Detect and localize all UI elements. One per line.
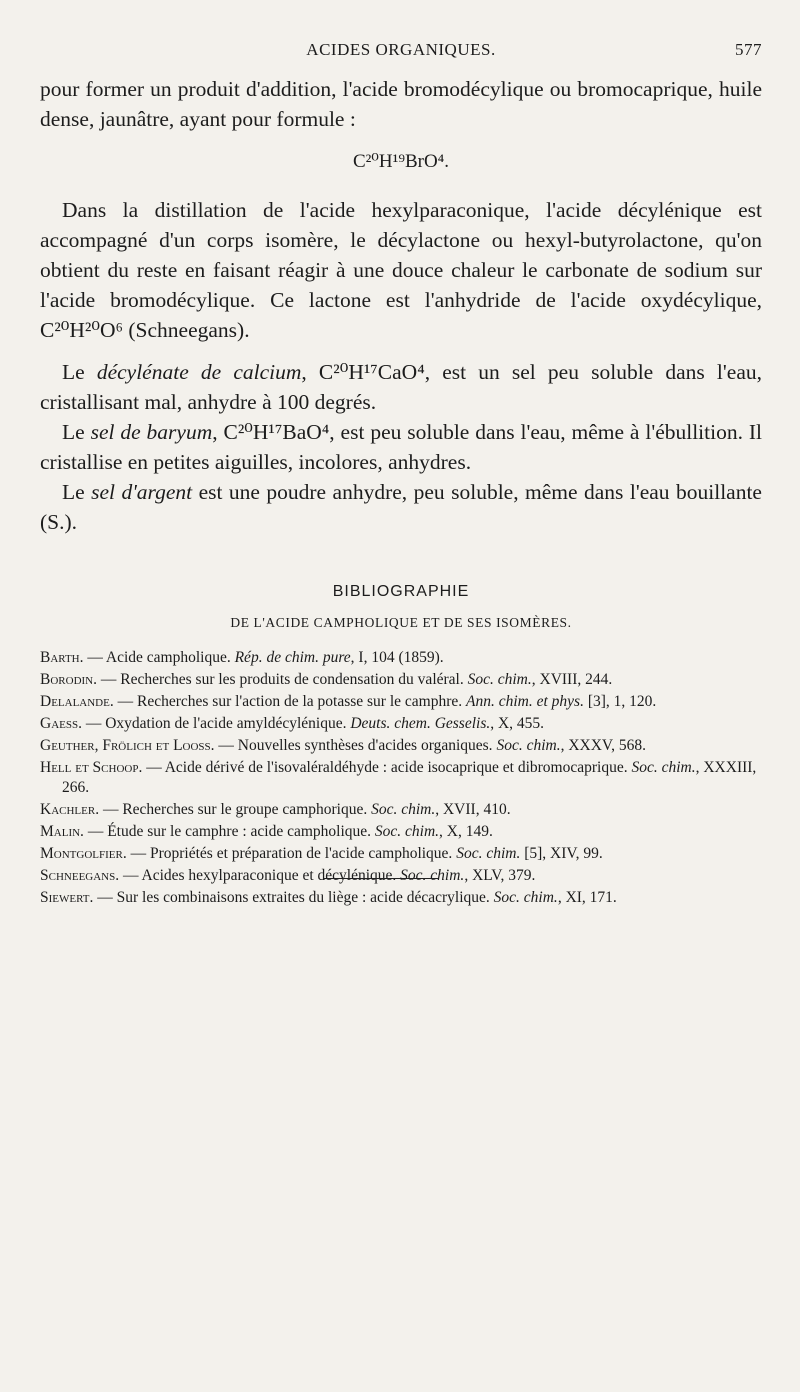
reference-tail: , XXXIII, 266.: [62, 759, 757, 796]
reference-author: Malin.: [40, 823, 84, 840]
paragraph-calcium: [40, 357, 762, 417]
reference-tail: , XXXV, 568.: [560, 737, 646, 754]
reference-tail: , XLV, 379.: [464, 867, 536, 884]
reference-author: Geuther, Frölich et Looss.: [40, 737, 215, 754]
reference-text: — Recherches sur l'action de la potasse sur le camphre.: [113, 693, 467, 710]
bibliography-subtitle: DE L'ACIDE CAMPHOLIQUE ET DE SES ISOMÈRES.: [230, 615, 572, 630]
formula-bromodecylic: C²⁰H¹⁹BrO⁴.: [352, 151, 450, 172]
reference-author: Gaess.: [40, 715, 82, 732]
reference-journal: Soc. chim.: [496, 737, 561, 754]
reference-tail: , X, 149.: [439, 823, 493, 840]
reference-journal: Deuts. chem. Gesselis.: [350, 715, 491, 732]
reference-author: Schneegans.: [40, 867, 120, 884]
reference-text: — Acide dérivé de l'isovaléraldéhyde : acide isocaprique et dibromocaprique.: [142, 759, 632, 776]
reference-text: — Propriétés et préparation de l'acide campholique.: [126, 845, 457, 862]
reference-tail: , XVII, 410.: [435, 801, 511, 818]
reference-journal: Soc. chim.: [631, 759, 696, 776]
lead-text: Le: [62, 360, 97, 384]
reference-text: — Recherches sur le groupe camphorique.: [99, 801, 372, 818]
paragraph-argent: [40, 477, 762, 537]
reference-item: [40, 736, 762, 756]
reference-item: [40, 800, 762, 820]
reference-item: [40, 866, 762, 886]
reference-item: [40, 758, 762, 798]
reference-text: — Nouvelles synthèses d'acides organiques.: [214, 737, 497, 754]
emphasis-text: décylénate de calcium: [96, 360, 302, 384]
reference-author: Borodin.: [40, 671, 97, 688]
page-number: 577: [735, 40, 762, 59]
reference-author: Montgolfier.: [40, 845, 127, 862]
reference-journal: Soc. chim.: [371, 801, 436, 818]
reference-author: Kachler.: [40, 801, 100, 818]
rest-text: , C²⁰H¹⁷BaO⁴, est peu soluble dans l'eau, même à l'ébullition. Il cristallise en petites aiguilles, incolores, anhydres.: [40, 420, 762, 474]
reference-journal: Soc. chim.: [456, 845, 521, 862]
reference-item: [40, 822, 762, 842]
reference-item: [40, 692, 762, 712]
reference-text: — Acides hexylparaconique et décylénique.: [119, 867, 401, 884]
reference-journal: Soc. chim.: [493, 889, 558, 906]
reference-item: [40, 714, 762, 734]
paragraph-1: pour former un produit d'addition, l'acide bromodécylique ou bromocaprique, huile dense, jaunâtre, ayant pour formule :: [40, 77, 762, 131]
section-end-rule: [324, 878, 438, 879]
emphasis-text: sel d'argent: [91, 480, 193, 504]
reference-tail: , X, 455.: [490, 715, 545, 732]
reference-text: — Étude sur le camphre : acide campholique.: [83, 823, 375, 840]
reference-text: — Recherches sur les produits de condensation du valéral.: [97, 671, 468, 688]
running-title: ACIDES ORGANIQUES.: [306, 40, 496, 59]
reference-author: Siewert.: [40, 889, 94, 906]
bibliography-title: BIBLIOGRAPHIE: [332, 583, 470, 600]
running-header: [40, 40, 762, 66]
reference-author: Delalande.: [40, 693, 114, 710]
reference-tail: [5], XIV, 99.: [520, 845, 603, 862]
reference-author: Barth.: [40, 649, 84, 666]
reference-item: [40, 670, 762, 690]
reference-journal: Soc. chim.: [467, 671, 532, 688]
reference-journal: Rép. de chim. pure: [234, 649, 351, 666]
reference-tail: , I, 104 (1859).: [350, 649, 444, 666]
reference-item: [40, 888, 762, 908]
reference-tail: , XVIII, 244.: [531, 671, 613, 688]
reference-journal: Soc. chim.: [374, 823, 440, 840]
lead-text: Le: [62, 480, 92, 504]
bibliography-section: [40, 582, 762, 910]
reference-tail: , XI, 171.: [557, 889, 617, 906]
emphasis-text: sel de baryum: [90, 420, 213, 444]
paragraph-baryum: [40, 417, 762, 477]
main-text: [40, 74, 762, 537]
rest-text: est une poudre anhydre, peu soluble, même dans l'eau bouillante (S.).: [40, 480, 762, 534]
reference-text: — Acide campholique.: [83, 649, 235, 666]
reference-item: [40, 844, 762, 864]
paragraph-2: Dans la distillation de l'acide hexylparaconique, l'acide décylénique est accompagné d'un corps isomère, le décylactone ou hexyl-butyrolactone, qu'on obtient du reste en faisant réagir à une douce chaleur le carbonate de sodium sur l'acide bromodécylique. Ce lactone est l'anhydride de l'acide oxydécylique, C²⁰H²⁰O⁶ (Schneegans).: [40, 198, 762, 342]
reference-item: [40, 648, 762, 668]
reference-journal: Ann. chim. et phys.: [466, 693, 584, 710]
lead-text: Le: [62, 420, 91, 444]
reference-tail: [3], 1, 120.: [583, 693, 657, 710]
rest-text: , C²⁰H¹⁷CaO⁴, est un sel peu soluble dans l'eau, cristallisant mal, anhydre à 100 degrés.: [40, 360, 762, 414]
reference-text: — Sur les combinaisons extraites du liège : acide décacrylique.: [93, 889, 494, 906]
reference-text: — Oxydation de l'acide amyldécylénique.: [81, 715, 351, 732]
reference-author: Hell et Schoop.: [40, 759, 143, 776]
reference-journal: Soc. chim.: [400, 867, 465, 884]
reference-list: [40, 648, 762, 908]
